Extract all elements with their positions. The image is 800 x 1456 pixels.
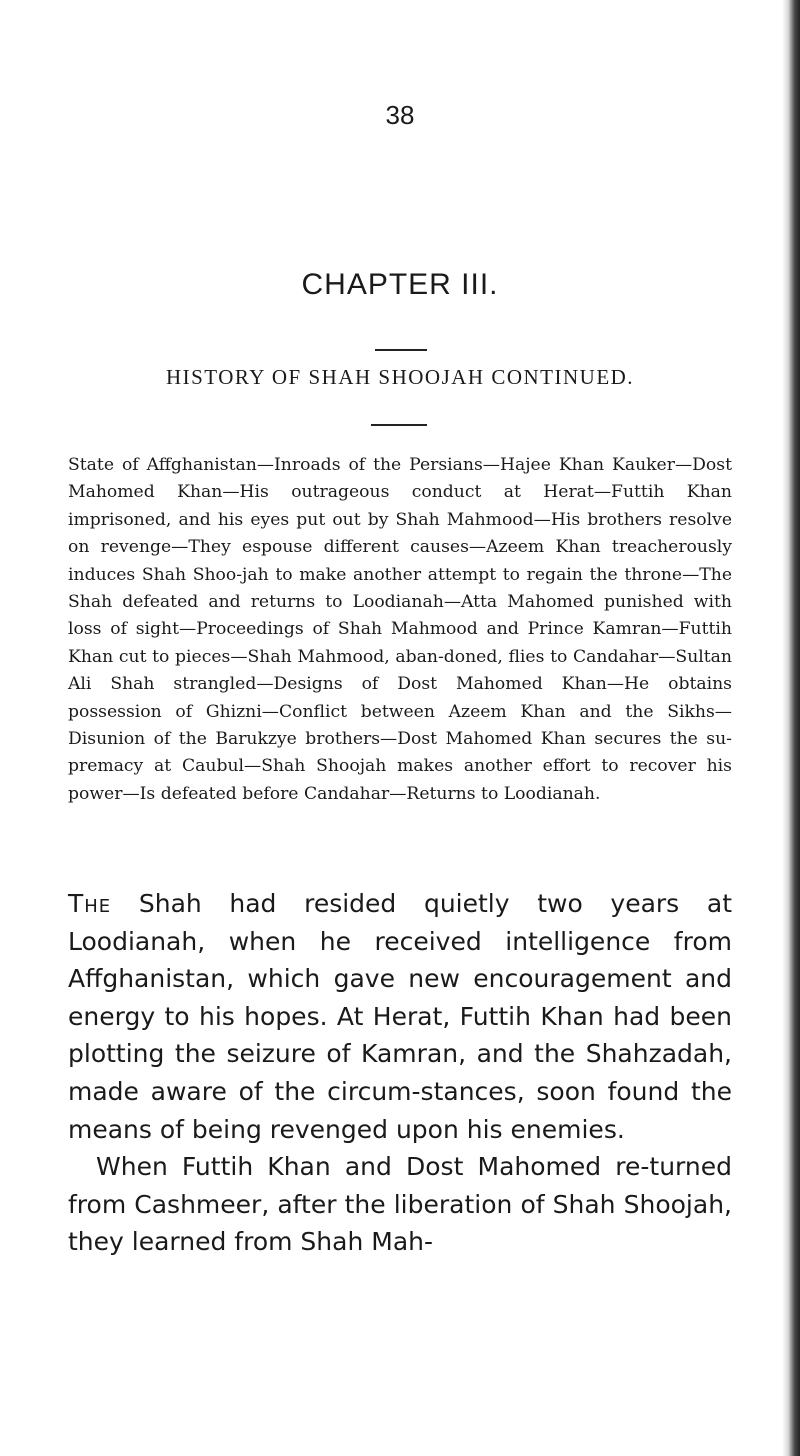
paragraph (68, 885, 732, 1148)
chapter-title: CHAPTER III. (301, 268, 499, 301)
divider-rule (375, 349, 427, 351)
body-text (68, 885, 732, 1261)
paragraph-text: Shah had resided quietly two years at Loodianah, when he received intelligence from Affghanistan, which gave new encouragement and energy to his hopes. At Herat, Futtih Khan had been plotting the seizure of Kamran, and the Shahzadah, made aware of the circum-stances, soon found the means of being revenged upon his enemies. (68, 889, 732, 1144)
chapter-summary: State of Affghanistan—Inroads of the Persians—Hajee Khan Kauker—Dost Mahomed Khan—His outrageous conduct at Herat—Futtih Khan imprisoned, and his eyes put out by Shah Mahmood—His brothers resolve on revenge—They espouse different causes—Azeem Khan treacherously induces Shah Shoo-jah to make another attempt to regain the throne—The Shah defeated and returns to Loodianah—Atta Mahomed punished with loss of sight—Proceedings of Shah Mahmood and Prince Kamran—Futtih Khan cut to pieces—Shah Mahmood, aban-doned, flies to Candahar—Sultan Ali Shah strangled—Designs of Dost Mahomed Khan—He obtains possession of Ghizni—Conflict between Azeem Khan and the Sikhs—Disunion of the Barukzye brothers—Dost Mahomed Khan secures the su-premacy at Caubul—Shah Shoojah makes another effort to recover his power—Is defeated before Candahar—Returns to Loodianah. (68, 455, 732, 804)
lead-word: The (68, 889, 112, 918)
page-edge-shadow (782, 0, 800, 1456)
paragraph: When Futtih Khan and Dost Mahomed re-turned from Cashmeer, after the liberation of Shah Shoojah, they learned from Shah Mah- (68, 1152, 732, 1257)
page-number: 38 (385, 100, 415, 130)
chapter-subtitle: HISTORY OF SHAH SHOOJAH CONTINUED. (165, 365, 635, 389)
divider-rule (371, 424, 427, 426)
